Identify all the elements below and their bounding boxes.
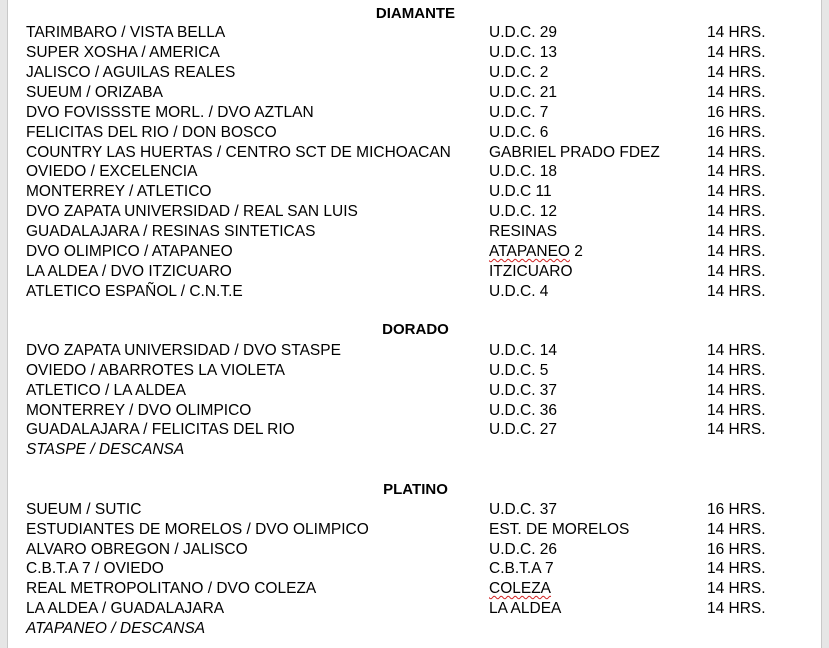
venue-cell: U.D.C. 36 [489, 402, 558, 419]
table-row [8, 143, 823, 163]
table-row [8, 559, 823, 579]
venue-cell: U.D.C. 27 [489, 421, 558, 438]
time-cell: 14 HRS. [707, 342, 766, 359]
match-cell: OVIEDO / EXCELENCIA [26, 163, 198, 180]
time-cell: 16 HRS. [707, 541, 766, 558]
table-row [8, 162, 823, 182]
time-cell: 14 HRS. [707, 44, 766, 61]
match-cell: MONTERREY / DVO OLIMPICO [26, 402, 252, 419]
venue-cell: U.D.C 11 [489, 183, 552, 200]
time-cell: 14 HRS. [707, 223, 766, 240]
match-cell: COUNTRY LAS HUERTAS / CENTRO SCT DE MICHOACAN [26, 144, 451, 161]
venue-cell [489, 579, 551, 599]
time-cell: 14 HRS. [707, 163, 766, 180]
time-cell: 14 HRS. [707, 560, 766, 577]
table-row [8, 43, 823, 63]
table-row [8, 83, 823, 103]
table-row [8, 401, 823, 421]
venue-cell: U.D.C. 2 [489, 64, 549, 81]
time-cell: 14 HRS. [707, 203, 766, 220]
table-row [8, 540, 823, 560]
venue-cell: U.D.C. 14 [489, 342, 558, 359]
table-row [8, 242, 823, 262]
section-title-diamante: DIAMANTE [375, 5, 456, 22]
match-cell: LA ALDEA / DVO ITZICUARO [26, 263, 232, 280]
time-cell: 14 HRS. [707, 600, 766, 617]
venue-cell: C.B.T.A 7 [489, 560, 554, 577]
table-row [8, 222, 823, 242]
time-cell: 16 HRS. [707, 124, 766, 141]
venue-cell: U.D.C. 7 [489, 104, 549, 121]
spellcheck-flagged-word: COLEZA [489, 580, 552, 597]
match-cell: OVIEDO / ABARROTES LA VIOLETA [26, 362, 285, 379]
table-row [8, 520, 823, 540]
match-cell: SUEUM / ORIZABA [26, 84, 163, 101]
time-cell: 14 HRS. [707, 580, 766, 597]
table-row [8, 381, 823, 401]
match-cell: ALVARO OBREGON / JALISCO [26, 541, 248, 558]
table-row [8, 361, 823, 381]
table-row [8, 182, 823, 202]
match-cell: SUPER XOSHA / AMERICA [26, 44, 220, 61]
rest-team-note: STASPE / DESCANSA [26, 441, 185, 458]
match-cell: MONTERREY / ATLETICO [26, 183, 212, 200]
match-cell: DVO ZAPATA UNIVERSIDAD / REAL SAN LUIS [26, 203, 358, 220]
time-cell: 16 HRS. [707, 104, 766, 121]
table-row [8, 282, 823, 302]
time-cell: 14 HRS. [707, 402, 766, 419]
time-cell: 14 HRS. [707, 283, 766, 300]
match-cell: GUADALAJARA / RESINAS SINTETICAS [26, 223, 316, 240]
match-cell: ATLETICO ESPAÑOL / C.N.T.E [26, 283, 243, 300]
match-cell: REAL METROPOLITANO / DVO COLEZA [26, 580, 317, 597]
venue-cell: U.D.C. 37 [489, 382, 558, 399]
time-cell: 14 HRS. [707, 84, 766, 101]
match-cell: SUEUM / SUTIC [26, 501, 142, 518]
match-cell: GUADALAJARA / FELICITAS DEL RIO [26, 421, 295, 438]
section-title-platino: PLATINO [383, 481, 448, 498]
venue-cell: RESINAS [489, 223, 558, 240]
match-cell: FELICITAS DEL RIO / DON BOSCO [26, 124, 277, 141]
venue-cell: U.D.C. 26 [489, 541, 558, 558]
table-row [8, 500, 823, 520]
venue-cell: U.D.C. 37 [489, 501, 558, 518]
match-cell: ESTUDIANTES DE MORELOS / DVO OLIMPICO [26, 521, 369, 538]
rest-team-note: ATAPANEO / DESCANSA [26, 620, 206, 637]
venue-cell: EST. DE MORELOS [489, 521, 630, 538]
time-cell: 14 HRS. [707, 521, 766, 538]
table-row [8, 579, 823, 599]
time-cell: 14 HRS. [707, 64, 766, 81]
venue-cell: U.D.C. 21 [489, 84, 558, 101]
time-cell: 14 HRS. [707, 421, 766, 438]
venue-cell [489, 242, 583, 262]
table-row [8, 63, 823, 83]
section-title-dorado: DORADO [382, 321, 449, 338]
time-cell: 14 HRS. [707, 362, 766, 379]
match-cell: TARIMBARO / VISTA BELLA [26, 24, 226, 41]
table-row [8, 341, 823, 361]
venue-cell: LA ALDEA [489, 600, 562, 617]
table-row [8, 123, 823, 143]
spellcheck-flagged-word: ATAPANEO [489, 243, 570, 260]
venue-cell: U.D.C. 13 [489, 44, 558, 61]
time-cell: 14 HRS. [707, 24, 766, 41]
time-cell: 16 HRS. [707, 501, 766, 518]
match-cell: DVO ZAPATA UNIVERSIDAD / DVO STASPE [26, 342, 341, 359]
table-row [8, 202, 823, 222]
table-row [8, 420, 823, 440]
time-cell: 14 HRS. [707, 382, 766, 399]
time-cell: 14 HRS. [707, 144, 766, 161]
time-cell: 14 HRS. [707, 183, 766, 200]
match-cell: DVO FOVISSSTE MORL. / DVO AZTLAN [26, 104, 314, 121]
venue-cell: U.D.C. 6 [489, 124, 549, 141]
venue-suffix: 2 [569, 243, 583, 260]
table-row [8, 23, 823, 43]
match-cell: ATLETICO / LA ALDEA [26, 382, 186, 399]
venue-cell: U.D.C. 12 [489, 203, 558, 220]
time-cell: 14 HRS. [707, 243, 766, 260]
document-page [7, 0, 822, 648]
venue-cell: GABRIEL PRADO FDEZ [489, 144, 660, 161]
venue-cell: U.D.C. 5 [489, 362, 549, 379]
table-row [8, 599, 823, 619]
table-row [8, 262, 823, 282]
table-row [8, 103, 823, 123]
match-cell: JALISCO / AGUILAS REALES [26, 64, 236, 81]
match-cell: C.B.T.A 7 / OVIEDO [26, 560, 164, 577]
match-cell: DVO OLIMPICO / ATAPANEO [26, 243, 233, 260]
time-cell: 14 HRS. [707, 263, 766, 280]
venue-cell: U.D.C. 29 [489, 24, 558, 41]
venue-cell: U.D.C. 18 [489, 163, 558, 180]
venue-cell: ITZICUARO [489, 263, 573, 280]
venue-cell: U.D.C. 4 [489, 283, 549, 300]
match-cell: LA ALDEA / GUADALAJARA [26, 600, 225, 617]
